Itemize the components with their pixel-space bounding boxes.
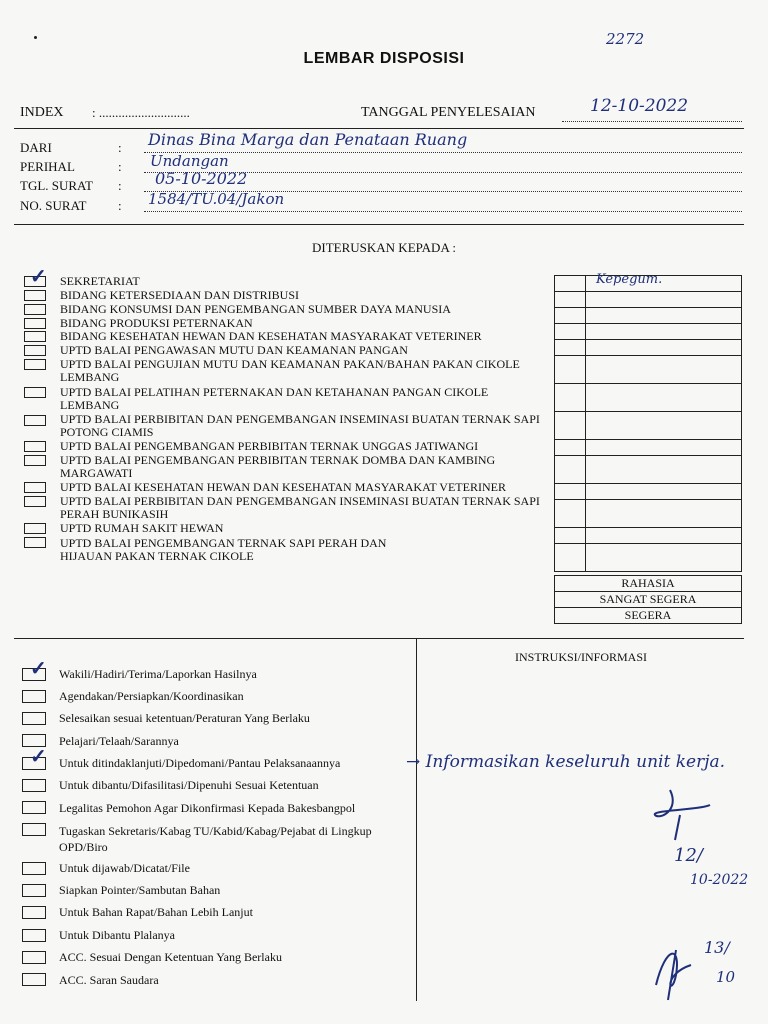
dari-label: DARI bbox=[20, 140, 52, 155]
distribution-table bbox=[554, 272, 742, 572]
paraf-date-month: 10 bbox=[716, 968, 736, 986]
paraf-date-day: 13/ bbox=[704, 938, 730, 957]
distribution-note: Kepegum. bbox=[596, 272, 663, 287]
checkbox-produksi[interactable] bbox=[24, 318, 46, 329]
checkbox-legalitas[interactable] bbox=[22, 801, 46, 814]
instruction-dijawab: Untuk dijawab/Dicatat/File bbox=[59, 861, 190, 875]
checkbox-tugaskan[interactable] bbox=[22, 823, 46, 836]
recipient-sekretariat: SEKRETARIAT bbox=[60, 274, 140, 288]
recipient-cikole: UPTD BALAI PENGEMBANGAN TERNAK SAPI PERAH DAN HIJAUAN PAKAN TERNAK CIKOLE bbox=[60, 536, 387, 563]
tanggal-value: 12-10-2022 bbox=[590, 96, 689, 116]
checkbox-rumah-sakit[interactable] bbox=[24, 523, 46, 534]
checkbox-selesaikan[interactable] bbox=[22, 712, 46, 725]
fields-divider bbox=[14, 224, 744, 225]
instruction-wakili: Wakili/Hadiri/Terima/Laporkan Hasilnya bbox=[59, 667, 257, 681]
instruction-note: → Informasikan keseluruh unit kerja. bbox=[406, 752, 725, 772]
no-surat-value: 1584/TU.04/Jakon bbox=[148, 190, 285, 208]
checkmark-icon: ✓ bbox=[30, 658, 47, 680]
instruction-tindaklanjuti: Untuk ditindaklanjuti/Dipedomani/Pantau Pelaksanaannya bbox=[59, 756, 341, 770]
checkmark-icon: ✓ bbox=[30, 746, 47, 768]
recipient-unggas: UPTD BALAI PENGEMBANGAN PERBIBITAN TERNAK UNGGAS JATIWANGI bbox=[60, 439, 479, 453]
instruction-pelajari: Pelajari/Telaah/Sarannya bbox=[59, 734, 179, 748]
recipient-pelatihan: UPTD BALAI PELATIHAN PETERNAKAN DAN KETAHANAN PANGAN CIKOLE LEMBANG bbox=[60, 385, 489, 412]
header-divider bbox=[14, 128, 744, 129]
recipient-pengujian-mutu: UPTD BALAI PENGUJIAN MUTU DAN KEAMANAN PAKAN/BAHAN PAKAN CIKOLE LEMBANG bbox=[60, 357, 520, 384]
checkbox-perbibitan-ciamis[interactable] bbox=[24, 415, 46, 426]
checkbox-konsumsi[interactable] bbox=[24, 304, 46, 315]
instruction-tugaskan: Tugaskan Sekretaris/Kabag TU/Kabid/Kabag/Pejabat di Lingkup OPD/Biro bbox=[59, 824, 372, 854]
recipient-pengawasan-mutu: UPTD BALAI PENGAWASAN MUTU DAN KEAMANAN PANGAN bbox=[60, 343, 408, 357]
recipient-bunikasih: UPTD BALAI PERBIBITAN DAN PENGEMBANGAN INSEMINASI BUATAN TERNAK SAPI PERAH BUNIKASIH bbox=[60, 494, 540, 521]
instruction-acc-saran: ACC. Saran Saudara bbox=[59, 973, 159, 987]
checkbox-pengawasan-mutu[interactable] bbox=[24, 345, 46, 356]
instructions-heading: INSTRUKSI/INFORMASI bbox=[514, 650, 648, 664]
priority-sangat-segera[interactable]: SANGAT SEGERA bbox=[555, 592, 742, 608]
no-surat-colon: : bbox=[118, 198, 122, 213]
recipient-rumah-sakit: UPTD RUMAH SAKIT HEWAN bbox=[60, 521, 224, 535]
instruction-acc-ketentuan: ACC. Sesuai Dengan Ketentuan Yang Berlaku bbox=[59, 950, 282, 964]
checkmark-icon: ✓ bbox=[30, 266, 47, 288]
checkbox-bahan-rapat[interactable] bbox=[22, 906, 46, 919]
recipient-ketersediaan: BIDANG KETERSEDIAAN DAN DISTRIBUSI bbox=[60, 288, 299, 302]
checkbox-dibantu[interactable] bbox=[22, 779, 46, 792]
recipient-produksi: BIDANG PRODUKSI PETERNAKAN bbox=[60, 316, 253, 330]
perihal-colon: : bbox=[118, 159, 122, 174]
instruction-plalanya: Untuk Dibantu Plalanya bbox=[59, 928, 175, 942]
dari-underline bbox=[144, 152, 742, 153]
tgl-surat-label: TGL. SURAT bbox=[20, 178, 93, 193]
dari-colon: : bbox=[118, 140, 122, 155]
instruction-pointer: Siapkan Pointer/Sambutan Bahan bbox=[59, 883, 221, 897]
checkbox-dijawab[interactable] bbox=[22, 862, 46, 875]
perihal-label: PERIHAL bbox=[20, 159, 75, 174]
no-surat-label: NO. SURAT bbox=[20, 198, 87, 213]
checkbox-ketersediaan[interactable] bbox=[24, 290, 46, 301]
signature-date-day: 12/ bbox=[674, 845, 703, 866]
priority-table bbox=[554, 575, 742, 624]
paraf-icon bbox=[646, 935, 706, 1005]
recipient-perbibitan-ciamis: UPTD BALAI PERBIBITAN DAN PENGEMBANGAN INSEMINASI BUATAN TERNAK SAPI POTONG CIAMIS bbox=[60, 412, 540, 439]
recipient-konsumsi: BIDANG KONSUMSI DAN PENGEMBANGAN SUMBER DAYA MANUSIA bbox=[60, 302, 451, 316]
signature-date-rest: 10-2022 bbox=[690, 872, 749, 888]
dari-value: Dinas Bina Marga dan Penataan Ruang bbox=[148, 130, 468, 149]
index-value: : ............................ bbox=[92, 105, 190, 120]
signature-icon bbox=[640, 780, 720, 850]
checkbox-pengujian-mutu[interactable] bbox=[24, 359, 46, 370]
instruction-dibantu: Untuk dibantu/Difasilitasi/Dipenuhi Sesuai Ketentuan bbox=[59, 778, 319, 792]
checkbox-unggas[interactable] bbox=[24, 441, 46, 452]
page-title: LEMBAR DISPOSISI bbox=[303, 50, 465, 67]
recipient-domba: UPTD BALAI PENGEMBANGAN PERBIBITAN TERNAK DOMBA DAN KAMBING MARGAWATI bbox=[60, 453, 496, 480]
recipient-kesehatan-hewan: BIDANG KESEHATAN HEWAN DAN KESEHATAN MASYARAKAT VETERINER bbox=[60, 329, 482, 343]
checkbox-acc-ketentuan[interactable] bbox=[22, 951, 46, 964]
checkbox-pointer[interactable] bbox=[22, 884, 46, 897]
instruction-agendakan: Agendakan/Persiapkan/Koordinasikan bbox=[59, 689, 244, 703]
instruction-selesaikan: Selesaikan sesuai ketentuan/Peraturan Yang Berlaku bbox=[59, 711, 310, 725]
tgl-surat-colon: : bbox=[118, 178, 122, 193]
tanggal-underline bbox=[562, 121, 742, 122]
perihal-value: Undangan bbox=[150, 152, 229, 170]
checkbox-cikole[interactable] bbox=[24, 537, 46, 548]
instruction-legalitas: Legalitas Pemohon Agar Dikonfirmasi Kepada Bakesbangpol bbox=[59, 801, 356, 815]
index-label: INDEX bbox=[20, 105, 64, 120]
checkbox-kesehatan-hewan[interactable] bbox=[24, 331, 46, 342]
page-number: 2272 bbox=[606, 30, 645, 48]
checkbox-acc-saran[interactable] bbox=[22, 973, 46, 986]
checkbox-agendakan[interactable] bbox=[22, 690, 46, 703]
diteruskan-heading: DITERUSKAN KEPADA : bbox=[312, 240, 456, 255]
checkbox-keswan-kesmavet[interactable] bbox=[24, 482, 46, 493]
instruction-bahan-rapat: Untuk Bahan Rapat/Bahan Lebih Lanjut bbox=[59, 905, 253, 919]
column-divider bbox=[416, 639, 417, 1001]
priority-segera[interactable]: SEGERA bbox=[555, 608, 742, 624]
checkbox-domba[interactable] bbox=[24, 455, 46, 466]
recipient-keswan-kesmavet: UPTD BALAI KESEHATAN HEWAN DAN KESEHATAN MASYARAKAT VETERINER bbox=[60, 480, 506, 494]
instructions-divider bbox=[14, 638, 744, 639]
dot-mark bbox=[34, 36, 37, 39]
checkbox-bunikasih[interactable] bbox=[24, 496, 46, 507]
checkbox-pelatihan[interactable] bbox=[24, 387, 46, 398]
priority-rahasia[interactable]: RAHASIA bbox=[555, 576, 742, 592]
no-surat-underline bbox=[144, 211, 742, 212]
tgl-surat-value: 05-10-2022 bbox=[155, 169, 248, 188]
checkbox-plalanya[interactable] bbox=[22, 929, 46, 942]
tanggal-label: TANGGAL PENYELESAIAN bbox=[361, 105, 536, 120]
